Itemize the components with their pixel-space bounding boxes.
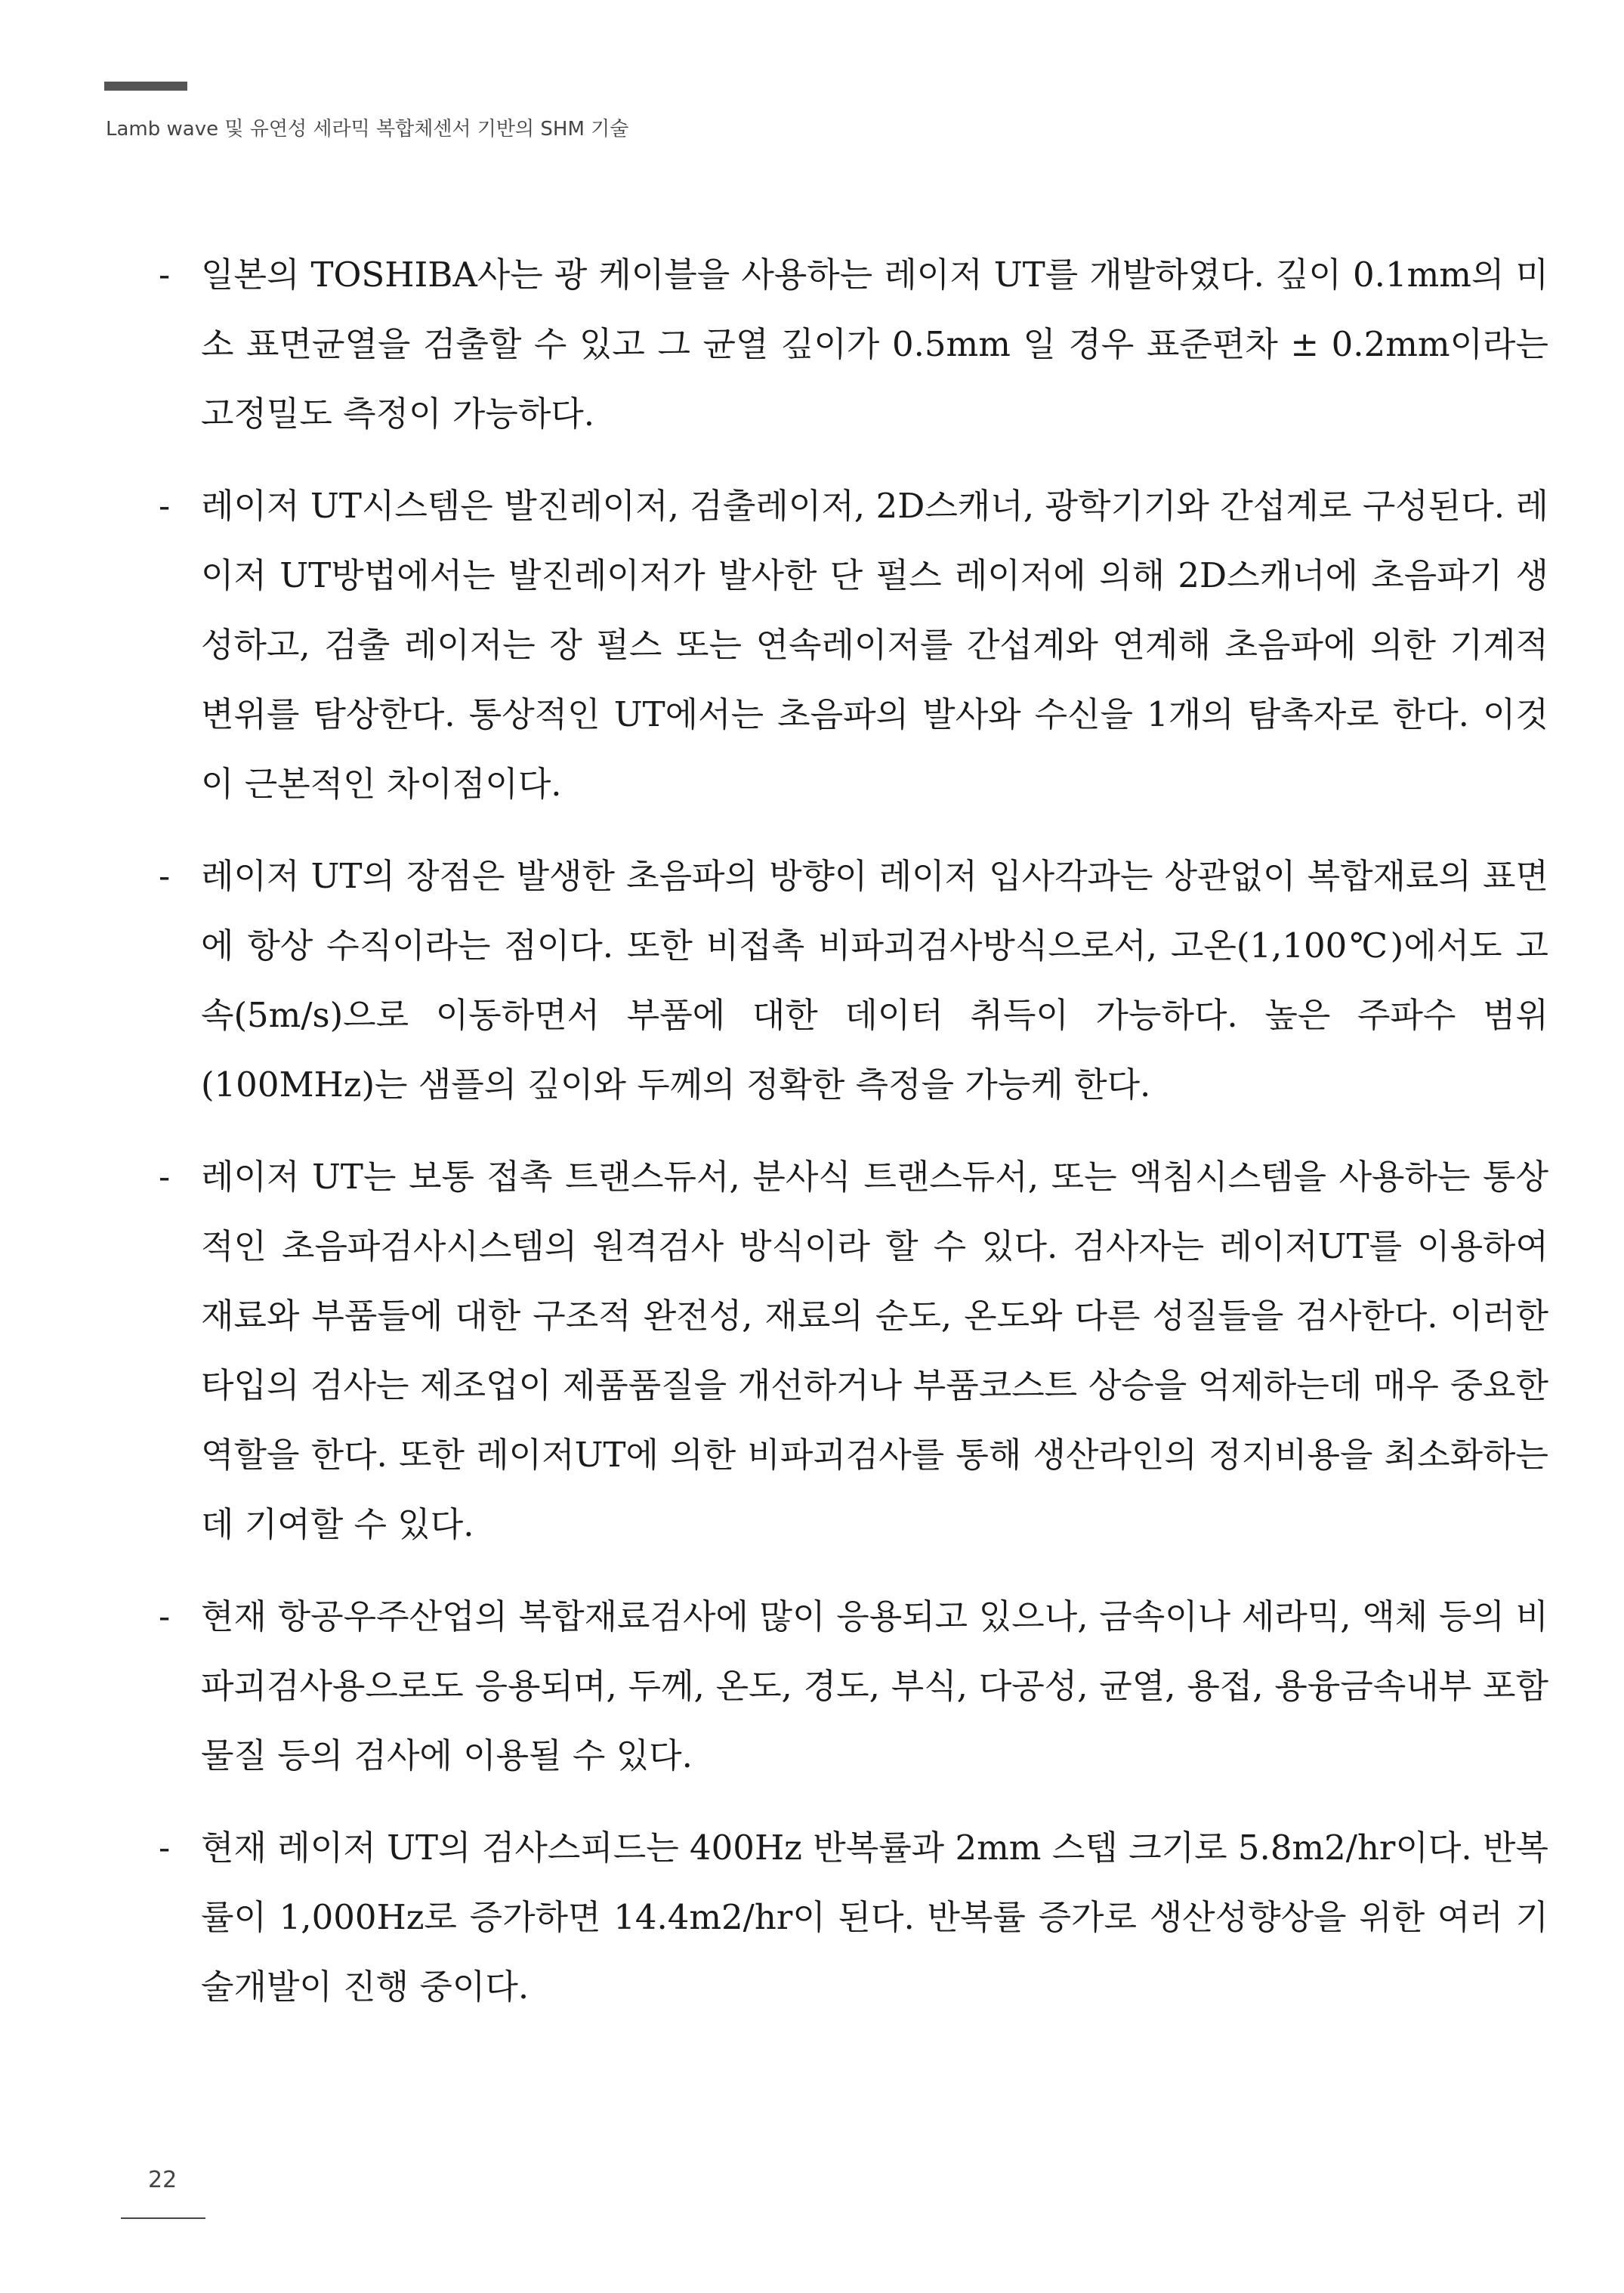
paragraph-text: 일본의 TOSHIBA사는 광 케이블을 사용하는 레이저 UT를 개발하였다. 깊이 0.1mm의 미소 표면균열을 검출할 수 있고 그 균열 깊이가 0.5mm 일 경우 표준편차 ± 0.2mm이라는 고정밀도 측정이 가능하다. [201,255,1548,434]
bullet-dash: - [159,856,171,896]
paragraph-5 [159,1582,1548,1791]
bullet-dash: - [159,1596,171,1636]
paragraph-text: 레이저 UT는 보통 접촉 트랜스듀서, 분사식 트랜스듀서, 또는 액침시스템을 사용하는 통상적인 초음파검사시스템의 원격검사 방식이라 할 수 있다. 검사자는 레이저UT를 이용하여 재료와 부품들에 대한 구조적 완전성, 재료의 순도, 온도와 다른 성질들을 검사한다. 이러한 타입의 검사는 제조업이 제품품질을 개선하거나 부품코스트 상승을 억제하는데 매우 중요한 역할을 한다. 또한 레이저UT에 의한 비파괴검사를 통해 생산라인의 정지비용을 최소화하는데 기여할 수 있다. [201,1157,1548,1544]
bullet-dash: - [159,486,171,526]
bullet-dash: - [159,1157,171,1197]
paragraph-text: 현재 레이저 UT의 검사스피드는 400Hz 반복률과 2mm 스텝 크기로 5.8m2/hr이다. 반복률이 1,000Hz로 증가하면 14.4m2/hr이 된다. 반복률 증가로 생산성향상을 위한 여러 기술개발이 진행 중이다. [201,1828,1548,2007]
paragraph-text: 레이저 UT의 장점은 발생한 초음파의 방향이 레이저 입사각과는 상관없이 복합재료의 표면에 항상 수직이라는 점이다. 또한 비접촉 비파괴검사방식으로서, 고온(1,100℃)에서도 고속(5m/s)으로 이동하면서 부품에 대한 데이터 취득이 가능하다. 높은 주파수 범위(100MHz)는 샘플의 깊이와 두께의 정확한 측정을 가능케 한다. [201,856,1548,1105]
paragraph-1 [159,240,1548,449]
footer-rule [121,2217,205,2219]
paragraph-6 [159,1813,1548,2022]
running-title: Lamb wave 및 유연성 세라믹 복합체센서 기반의 SHM 기술 [106,118,629,141]
paragraph-2 [159,471,1548,819]
paragraph-4 [159,1142,1548,1559]
page-number: 22 [148,2167,178,2193]
paragraph-3 [159,842,1548,1120]
header-rule [104,82,187,91]
body-text [159,240,1548,2044]
bullet-dash: - [159,255,171,295]
bullet-dash: - [159,1828,171,1868]
paragraph-text: 레이저 UT시스템은 발진레이저, 검출레이저, 2D스캐너, 광학기기와 간섭계로 구성된다. 레이저 UT방법에서는 발진레이저가 발사한 단 펄스 레이저에 의해 2D스캐너에 초음파기 생성하고, 검출 레이저는 장 펄스 또는 연속레이저를 간섭계와 연계해 초음파에 의한 기계적 변위를 탐상한다. 통상적인 UT에서는 초음파의 발사와 수신을 1개의 탐촉자로 한다. 이것이 근본적인 차이점이다. [201,486,1548,804]
paragraph-text: 현재 항공우주산업의 복합재료검사에 많이 응용되고 있으나, 금속이나 세라믹, 액체 등의 비파괴검사용으로도 응용되며, 두께, 온도, 경도, 부식, 다공성, 균열, 용접, 용융금속내부 포함물질 등의 검사에 이용될 수 있다. [201,1596,1548,1775]
